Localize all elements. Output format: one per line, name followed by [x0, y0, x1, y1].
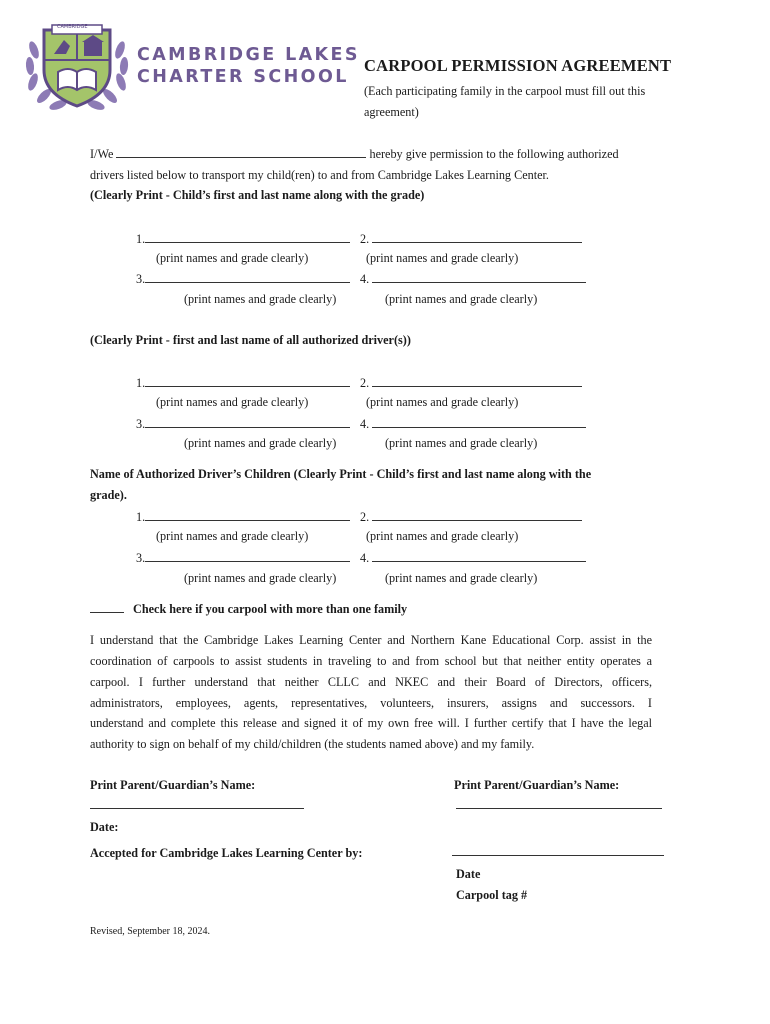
s3-caption-1: (print names and grade clearly): [156, 529, 309, 543]
s2-entry-3-field[interactable]: [145, 427, 350, 428]
s2-entry-4-field[interactable]: [372, 427, 586, 428]
intro-suffix: hereby give permission to the following authorized: [369, 147, 619, 161]
accepted-by-field[interactable]: [452, 855, 664, 856]
accepted-by-label: Accepted for Cambridge Lakes Learning Center by:: [90, 846, 363, 860]
s3-caption-2: (print names and grade clearly): [366, 529, 519, 543]
release-paragraph-line5: understand and complete this release and signed it of my own free will. I further certify that I have the legal: [90, 716, 652, 730]
release-paragraph-line4: administrators, employees, agents, representatives, volunteers, insurers, assigns and successors. I: [90, 696, 652, 710]
s3-entry-1-field[interactable]: [145, 520, 350, 521]
section3-heading-line2: grade).: [90, 488, 127, 502]
s3-entry-3: [136, 551, 350, 566]
entry-number: 2.: [360, 376, 370, 390]
multi-family-check: [90, 602, 407, 617]
school-name-line2: CHARTER SCHOOL: [137, 67, 349, 87]
s3-caption-4: (print names and grade clearly): [385, 571, 538, 585]
entry-number: 3.: [136, 417, 146, 431]
release-paragraph-line6: authority to sign on behalf of my child/children (the students named above) and my family.: [90, 737, 535, 751]
school-crest-icon: [22, 22, 132, 112]
s3-entry-3-field[interactable]: [145, 561, 350, 562]
s2-entry-4: [360, 417, 586, 432]
multi-family-checkbox[interactable]: [90, 612, 124, 613]
print-name-field-right[interactable]: [456, 808, 662, 809]
entry-number: 3.: [136, 272, 146, 286]
s2-caption-3: (print names and grade clearly): [184, 436, 337, 450]
release-paragraph-line2: coordination of carpools to assist students in traveling to and from school but that neither entity operates a: [90, 654, 652, 668]
family-name-field[interactable]: [116, 157, 366, 158]
date-label-left: Date:: [90, 820, 119, 834]
carpool-tag-label: Carpool tag #: [456, 888, 528, 902]
s3-entry-2-field[interactable]: [372, 520, 582, 521]
s2-caption-2: (print names and grade clearly): [366, 395, 519, 409]
s3-caption-3: (print names and grade clearly): [184, 571, 337, 585]
multi-family-label: Check here if you carpool with more than one family: [133, 602, 408, 616]
intro-line2: drivers listed below to transport my child(ren) to and from Cambridge Lakes Learning Center.: [90, 168, 549, 182]
s2-entry-1-field[interactable]: [145, 386, 350, 387]
s3-entry-2: [360, 510, 582, 525]
subtitle-line1: (Each participating family in the carpool must fill out this: [364, 84, 646, 98]
intro-line1: [90, 147, 619, 162]
print-name-field-left[interactable]: [90, 808, 304, 809]
entry-number: 1.: [136, 376, 146, 390]
s3-entry-4: [360, 551, 586, 566]
school-name-line1: CAMBRIDGE LAKES: [137, 45, 360, 65]
school-logo: [22, 22, 132, 112]
entry-number: 4.: [360, 417, 370, 431]
entry-number: 1.: [136, 510, 146, 524]
s1-entry-3: [136, 272, 350, 287]
s3-entry-4-field[interactable]: [372, 561, 586, 562]
intro-prefix: I/We: [90, 147, 114, 161]
entry-number: 1.: [136, 232, 146, 246]
s3-entry-1: [136, 510, 350, 525]
s1-entry-2: [360, 232, 582, 247]
entry-number: 3.: [136, 551, 146, 565]
s2-entry-3: [136, 417, 350, 432]
s1-caption-3: (print names and grade clearly): [184, 292, 337, 306]
s1-entry-1-field[interactable]: [145, 242, 350, 243]
s2-caption-4: (print names and grade clearly): [385, 436, 538, 450]
s2-entry-2-field[interactable]: [372, 386, 582, 387]
section2-heading: (Clearly Print - first and last name of all authorized driver(s)): [90, 333, 411, 347]
release-paragraph-line3: carpool. I further understand that neither CLLC and NKEC and their Board of Directors, officers,: [90, 675, 652, 689]
revision-note: Revised, September 18, 2024.: [90, 926, 210, 937]
s1-caption-4: (print names and grade clearly): [385, 292, 538, 306]
page-title: CARPOOL PERMISSION AGREEMENT: [364, 56, 672, 75]
s1-caption-2: (print names and grade clearly): [366, 251, 519, 265]
s2-caption-1: (print names and grade clearly): [156, 395, 309, 409]
release-paragraph-line1: I understand that the Cambridge Lakes Learning Center and Northern Kane Educational Corp. assist in the: [90, 633, 652, 647]
s1-entry-2-field[interactable]: [372, 242, 582, 243]
s1-caption-1: (print names and grade clearly): [156, 251, 309, 265]
logo-ribbon-text: CAMBRIDGE: [57, 24, 88, 30]
s2-entry-2: [360, 376, 582, 391]
date-label-right: Date: [456, 867, 481, 881]
s1-entry-3-field[interactable]: [145, 282, 350, 283]
s2-entry-1: [136, 376, 350, 391]
entry-number: 4.: [360, 272, 370, 286]
section1-heading: (Clearly Print - Child’s first and last name along with the grade): [90, 188, 425, 202]
section3-heading-line1: Name of Authorized Driver’s Children (Clearly Print - Child’s first and last name along with the: [90, 467, 592, 481]
subtitle-line2: agreement): [364, 105, 419, 119]
print-name-label-right: Print Parent/Guardian’s Name:: [454, 778, 620, 792]
entry-number: 4.: [360, 551, 370, 565]
s1-entry-1: [136, 232, 350, 247]
s1-entry-4: [360, 272, 586, 287]
print-name-label-left: Print Parent/Guardian’s Name:: [90, 778, 256, 792]
entry-number: 2.: [360, 510, 370, 524]
s1-entry-4-field[interactable]: [372, 282, 586, 283]
entry-number: 2.: [360, 232, 370, 246]
